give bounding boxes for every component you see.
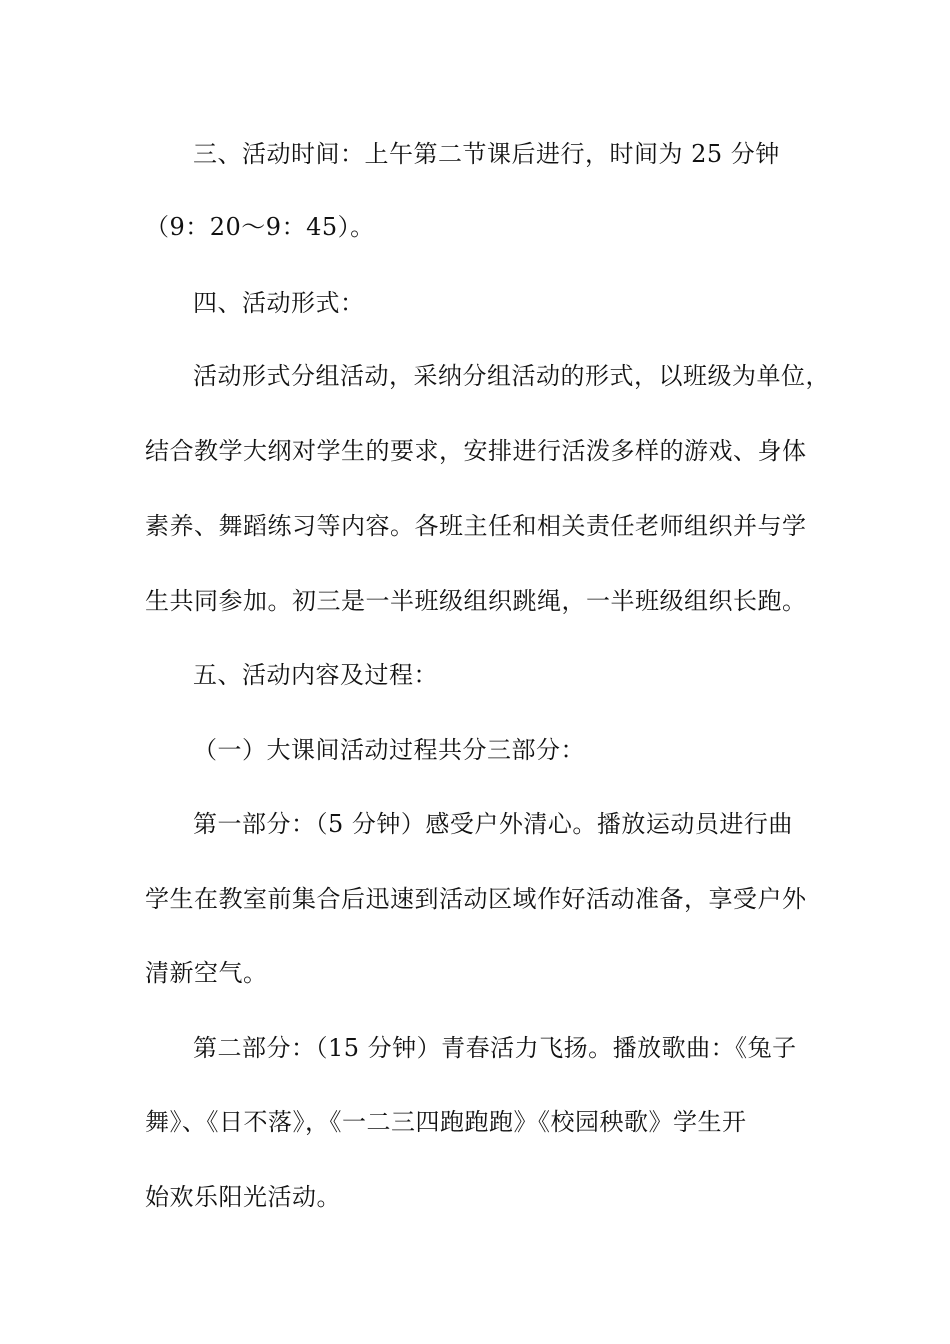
paragraph-form-line3: 素养、舞蹈练习等内容。各班主任和相关责任老师组织并与学	[145, 512, 807, 540]
section-three-time-line1: 三、活动时间：上午第二节课后进行，时间为 25 分钟	[193, 140, 780, 168]
paragraph-form-line2: 结合教学大纲对学生的要求，安排进行活泼多样的游戏、身体	[145, 437, 807, 465]
paragraph-form-line1: 活动形式分组活动，采纳分组活动的形式，以班级为单位，	[193, 362, 830, 390]
part-two-line2: 舞》、《日不落》，《一二三四跑跑跑》《校园秧歌》学生开	[145, 1108, 747, 1136]
part-one-line2: 学生在教室前集合后迅速到活动区域作好活动准备，享受户外	[145, 885, 807, 913]
paragraph-form-line4: 生共同参加。初三是一半班级组织跳绳，一半班级组织长跑。	[145, 587, 807, 615]
section-five-heading: 五、活动内容及过程：	[193, 661, 438, 689]
section-three-time-line2: （9：20～9：45）。	[145, 213, 375, 241]
section-four-heading: 四、活动形式：	[193, 289, 365, 317]
subsection-one-heading: （一）大课间活动过程共分三部分：	[193, 736, 585, 764]
part-two-line1: 第二部分：（15 分钟）青春活力飞扬。播放歌曲：《兔子	[193, 1034, 797, 1062]
part-one-line1: 第一部分：（5 分钟）感受户外清心。播放运动员进行曲	[193, 810, 793, 838]
part-one-line3: 清新空气。	[145, 959, 268, 987]
part-two-line3: 始欢乐阳光活动。	[145, 1183, 341, 1211]
